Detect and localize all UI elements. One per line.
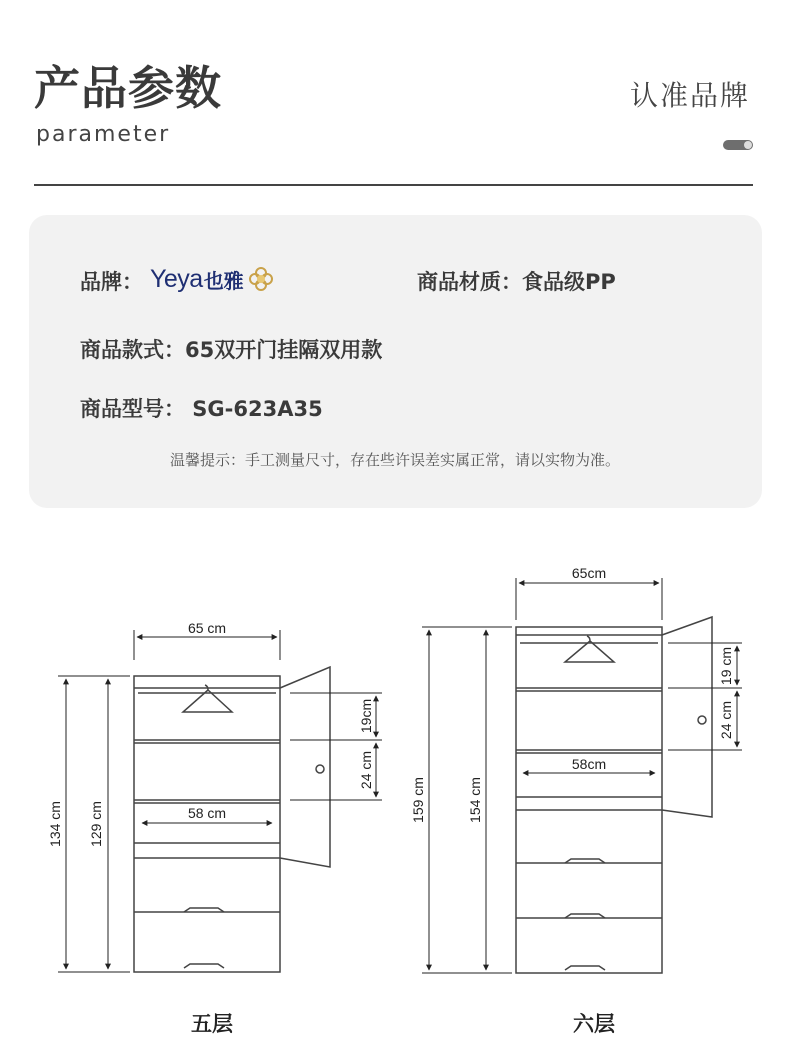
- five-inner-width-label: 58 cm: [187, 805, 227, 821]
- style-spec: 商品款式：65双开门挂隔双用款: [80, 338, 383, 362]
- six-width-label: 65cm: [571, 565, 607, 581]
- page-subtitle: parameter: [36, 122, 171, 147]
- page-title: 产品参数: [34, 61, 222, 115]
- five-shelf-top-label: 19cm: [358, 698, 374, 734]
- model-spec: 商品型号： SG-623A35: [80, 397, 323, 421]
- five-shelf-mid-label: 24 cm: [358, 750, 374, 790]
- six-total-height-label: 159 cm: [410, 777, 426, 823]
- material-spec: 商品材质：食品级PP: [417, 270, 616, 294]
- five-body-height-label: 129 cm: [88, 801, 104, 847]
- six-shelf-top-label: 19 cm: [718, 646, 734, 686]
- cabinet-five-tier: [134, 667, 330, 972]
- dims-five-tier: [58, 630, 382, 972]
- brand-logo: [150, 262, 276, 296]
- brand-label: 品牌：: [80, 270, 143, 294]
- toggle-dot: [744, 141, 752, 149]
- five-tier-caption: 五层: [191, 1012, 233, 1036]
- brand-heading: 认准品牌: [629, 79, 750, 112]
- measurement-note: 温馨提示：手工测量尺寸，存在些许误差实属正常，请以实物为准。: [169, 451, 620, 469]
- brand-logo-en: Yeya: [150, 264, 203, 293]
- six-inner-width-label: 58cm: [571, 756, 607, 772]
- header-divider: [34, 184, 753, 186]
- brand-logo-cn: 也雅: [203, 268, 244, 293]
- dimension-diagram: [0, 540, 790, 1000]
- five-width-label: 65 cm: [187, 620, 227, 636]
- six-shelf-mid-label: 24 cm: [718, 700, 734, 740]
- six-tier-caption: 六层: [573, 1012, 615, 1036]
- five-total-height-label: 134 cm: [47, 801, 63, 847]
- six-body-height-label: 154 cm: [467, 777, 483, 823]
- cabinet-six-tier: [516, 617, 712, 973]
- flower-icon: [246, 264, 276, 294]
- toggle-icon: [723, 140, 753, 150]
